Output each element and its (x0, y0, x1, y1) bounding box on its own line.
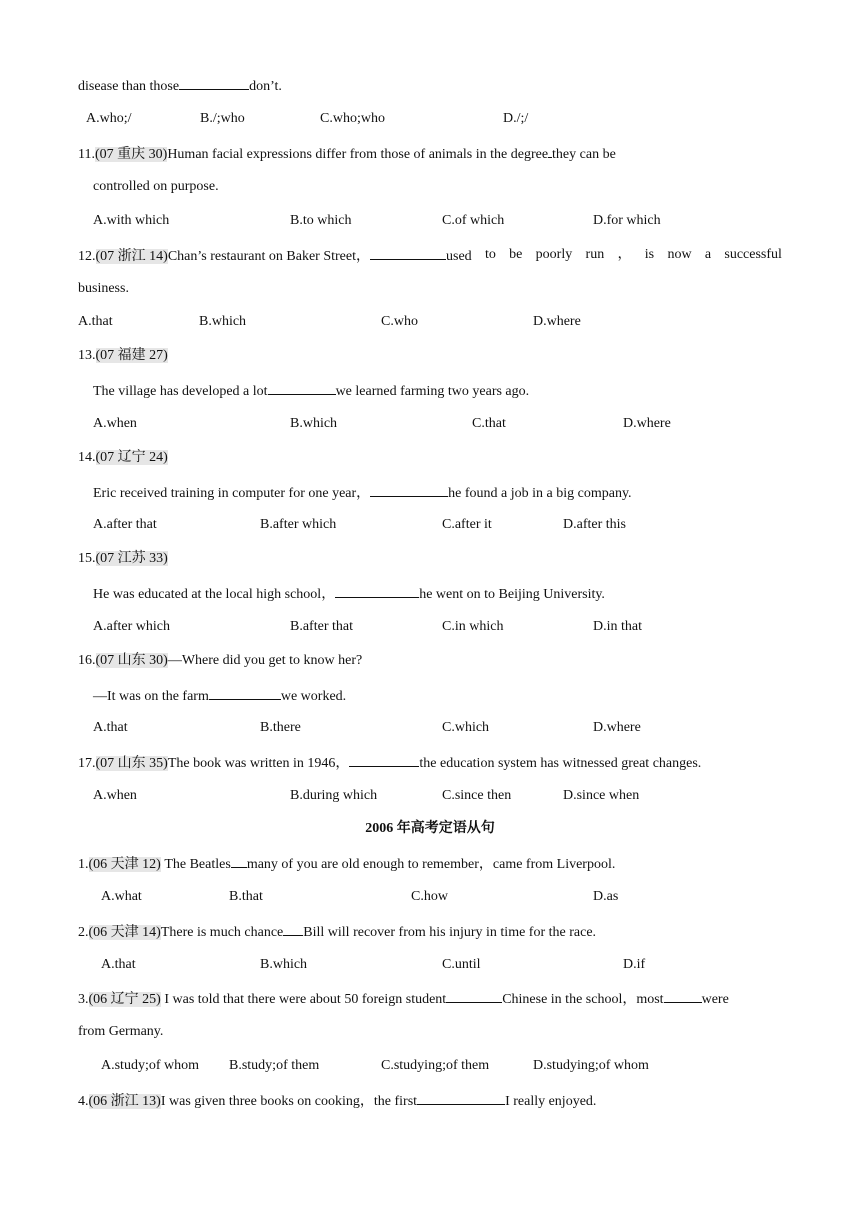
question-11-stem (78, 144, 616, 164)
option-a: A.that (101, 957, 136, 972)
question-word: poorly (535, 247, 573, 262)
option-a: A.with which (93, 213, 170, 228)
option-c: C.studying;of them (381, 1058, 490, 1073)
question-13-header (78, 347, 168, 365)
answer-blank (335, 584, 419, 598)
option-c: C.which (442, 720, 490, 735)
question-text: the education system has witnessed great changes. (419, 756, 702, 771)
option-c: C.of which (442, 213, 505, 228)
question-2006-3-stem (78, 989, 729, 1009)
question-text: The village has developed a lot (93, 384, 268, 399)
question-13-stem (93, 381, 529, 401)
option-b: B.after which (260, 517, 337, 532)
question-11-continuation: controlled on purpose. (93, 179, 219, 194)
question-10-stem (78, 76, 282, 96)
option-b: B.there (260, 720, 301, 735)
question-number: 15. (78, 551, 96, 566)
question-text: they can be (552, 147, 616, 162)
question-word: run (585, 247, 605, 262)
question-15-header (78, 550, 168, 568)
answer-blank (209, 686, 281, 700)
option-a: A.when (93, 788, 137, 803)
question-text: we learned farming two years ago. (335, 384, 530, 399)
source-tag: (07 福建 27) (95, 348, 168, 363)
question-text: disease than those (78, 79, 180, 94)
option-d: D./;/ (503, 111, 529, 126)
option-b: B.which (199, 314, 247, 329)
question-number: 14. (78, 450, 96, 465)
question-word: ， (617, 247, 632, 262)
question-17-stem (78, 753, 701, 773)
question-16-continuation (93, 686, 346, 706)
question-number: 2. (78, 925, 89, 940)
source-tag: (07 山东 35) (95, 756, 168, 771)
option-b: B.after that (290, 619, 353, 634)
answer-blank (231, 854, 247, 868)
answer-blank (370, 246, 446, 260)
source-tag: (07 山东 30) (95, 653, 168, 668)
question-word: be (509, 247, 523, 262)
option-c: C.in which (442, 619, 504, 634)
question-text: he went on to Beijing University. (419, 587, 605, 602)
option-b: B./;who (200, 111, 245, 126)
option-b: B.during which (290, 788, 378, 803)
option-b: B.to which (290, 213, 352, 228)
option-d: D.where (623, 416, 671, 431)
source-tag: (07 江苏 33) (95, 551, 168, 566)
option-a: A.when (93, 416, 137, 431)
option-a: A.after which (93, 619, 170, 634)
question-text: I was given three books on cooking，the first (160, 1094, 418, 1109)
option-a: A.after that (93, 517, 157, 532)
question-number: 4. (78, 1094, 89, 1109)
answer-blank (349, 753, 419, 767)
question-text: don’t. (249, 79, 282, 94)
answer-blank (446, 989, 502, 1003)
option-a: A.what (101, 889, 142, 904)
question-word: is (644, 247, 655, 262)
option-b: B.which (290, 416, 338, 431)
question-16-stem (78, 652, 362, 670)
option-a: A.study;of whom (101, 1058, 199, 1073)
question-2006-3-continuation: from Germany. (78, 1024, 164, 1039)
option-d: D.for which (593, 213, 661, 228)
question-lead (78, 246, 472, 266)
option-d: D.studying;of whom (533, 1058, 649, 1073)
answer-blank (283, 922, 303, 936)
question-word: to (484, 247, 496, 262)
option-c: C.how (411, 889, 448, 904)
question-12-continuation: business. (78, 281, 129, 296)
question-word: used (446, 249, 472, 264)
question-text: Human facial expressions differ from those of animals in the degree (167, 147, 549, 162)
answer-blank (179, 76, 249, 90)
question-number: 3. (78, 992, 89, 1007)
question-text: Chan’s restaurant on Baker Street， (167, 249, 370, 264)
option-d: D.in that (593, 619, 642, 634)
option-c: C.since then (442, 788, 512, 803)
question-2006-1-stem (78, 854, 615, 874)
option-b: B.that (229, 889, 263, 904)
question-text: Chinese in the school，most (502, 992, 664, 1007)
option-c: C.after it (442, 517, 492, 532)
answer-blank (268, 381, 336, 395)
answer-blank (417, 1091, 505, 1105)
question-text: —Where did you get to know her? (167, 653, 363, 668)
question-number: 11. (78, 147, 95, 162)
question-14-stem (93, 483, 632, 503)
option-a: A.that (93, 720, 128, 735)
question-text: Bill will recover from his injury in time for the race. (303, 925, 597, 940)
source-tag: (07 浙江 14) (95, 249, 168, 264)
question-word: a (704, 247, 712, 262)
option-d: D.where (593, 720, 641, 735)
question-12-stem (78, 246, 782, 266)
option-d: D.since when (563, 788, 640, 803)
question-text: The book was written in 1946， (167, 756, 350, 771)
question-14-header (78, 449, 168, 467)
question-text: many of you are old enough to remember，came from Liverpool. (246, 857, 616, 872)
question-text: were (701, 992, 729, 1007)
answer-blank (370, 483, 448, 497)
question-number: 12. (78, 249, 96, 264)
source-tag: (07 重庆 30) (94, 147, 168, 162)
option-d: D.if (623, 957, 646, 972)
question-text: He was educated at the local high school， (93, 587, 336, 602)
question-text: The Beatles (160, 857, 231, 872)
option-d: D.as (593, 889, 619, 904)
question-text: There is much chance (160, 925, 284, 940)
question-number: 16. (78, 653, 96, 668)
question-word: now (667, 247, 692, 262)
option-a: A.who;/ (86, 111, 132, 126)
option-c: C.who;who (320, 111, 385, 126)
source-tag: (06 天津 14) (88, 925, 161, 940)
option-c: C.who (381, 314, 418, 329)
question-15-stem (93, 584, 605, 604)
source-tag: (07 辽宁 24) (95, 450, 168, 465)
option-c: C.until (442, 957, 481, 972)
question-text: Eric received training in computer for one year， (93, 486, 371, 501)
source-tag: (06 天津 12) (88, 857, 161, 872)
source-tag: (06 辽宁 25) (88, 992, 161, 1007)
question-text: we worked. (280, 689, 347, 704)
question-word: successful (724, 247, 782, 262)
question-text: he found a job in a big company. (448, 486, 632, 501)
question-2006-2-stem (78, 922, 596, 942)
option-d: D.after this (563, 517, 626, 532)
answer-blank (664, 989, 702, 1003)
option-c: C.that (472, 416, 506, 431)
source-tag: (06 浙江 13) (88, 1094, 161, 1109)
question-2006-4-stem (78, 1091, 596, 1111)
question-text: —It was on the farm (93, 689, 209, 704)
question-number: 1. (78, 857, 89, 872)
question-number: 13. (78, 348, 96, 363)
question-text: I really enjoyed. (505, 1094, 597, 1109)
question-number: 17. (78, 756, 96, 771)
option-a: A.that (78, 314, 113, 329)
question-text: I was told that there were about 50 foreign student (160, 992, 447, 1007)
option-d: D.where (533, 314, 581, 329)
option-b: B.study;of them (229, 1058, 320, 1073)
option-b: B.which (260, 957, 308, 972)
section-heading: 2006 年高考定语从句 (365, 821, 495, 836)
